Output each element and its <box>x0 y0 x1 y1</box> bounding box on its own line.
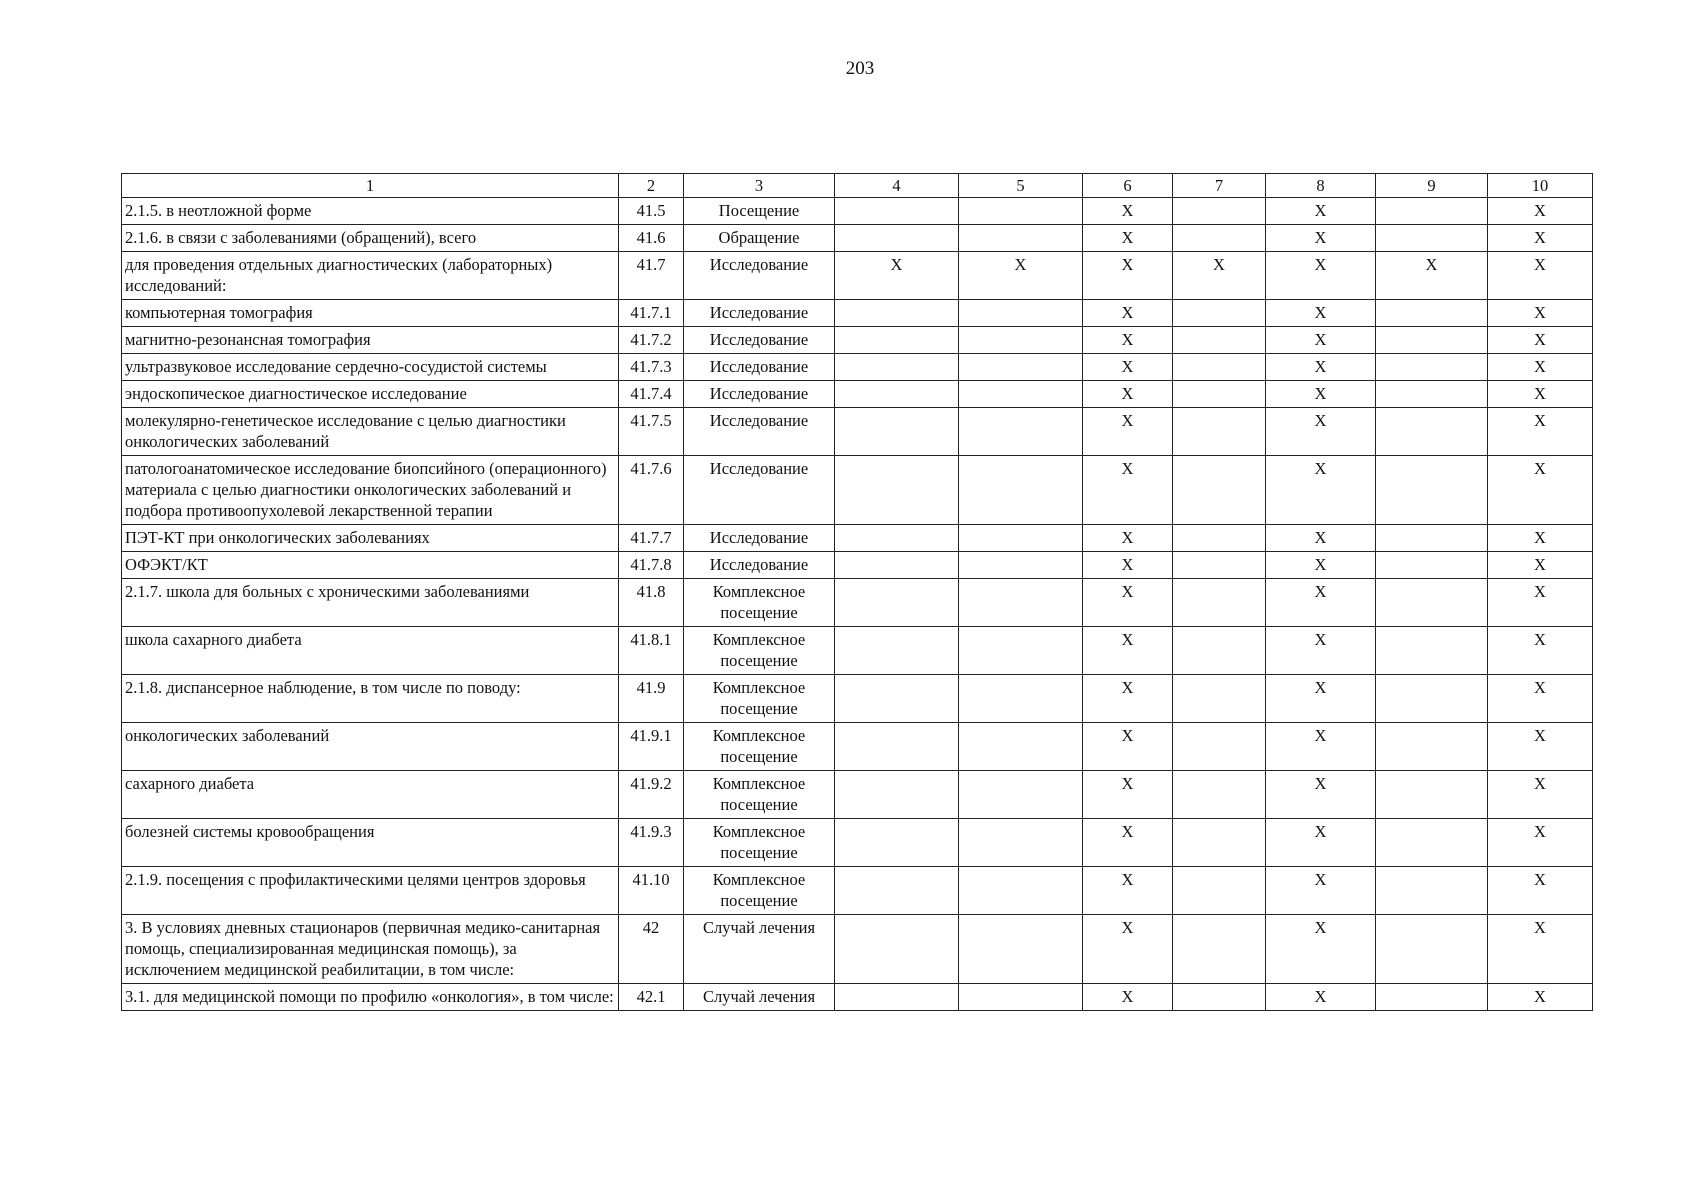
row-value-cell <box>835 867 959 915</box>
row-value-cell <box>959 915 1083 984</box>
row-value-cell <box>1173 198 1266 225</box>
row-code-cell: 41.10 <box>619 867 684 915</box>
row-value-cell: X <box>1266 252 1376 300</box>
row-unit-cell: Исследование <box>684 381 835 408</box>
row-value-cell <box>1173 381 1266 408</box>
row-name-cell: школа сахарного диабета <box>122 627 619 675</box>
row-value-cell <box>959 552 1083 579</box>
row-value-cell <box>959 984 1083 1011</box>
row-value-cell <box>1376 984 1488 1011</box>
row-unit-cell: Посещение <box>684 198 835 225</box>
table-row <box>122 327 1593 354</box>
row-value-cell: X <box>1488 579 1593 627</box>
row-value-cell: X <box>1266 408 1376 456</box>
row-value-cell: X <box>1488 252 1593 300</box>
row-value-cell <box>959 300 1083 327</box>
row-unit-cell: Исследование <box>684 408 835 456</box>
row-value-cell: X <box>1488 771 1593 819</box>
row-value-cell: X <box>1488 354 1593 381</box>
row-value-cell <box>835 675 959 723</box>
row-value-cell: X <box>1266 915 1376 984</box>
row-value-cell <box>835 579 959 627</box>
row-value-cell: X <box>1488 723 1593 771</box>
row-value-cell: X <box>1083 225 1173 252</box>
row-value-cell <box>959 381 1083 408</box>
row-value-cell: X <box>1488 225 1593 252</box>
row-name-cell: 3.1. для медицинской помощи по профилю «онкология», в том числе: <box>122 984 619 1011</box>
row-value-cell: X <box>1266 771 1376 819</box>
row-unit-cell: Обращение <box>684 225 835 252</box>
row-value-cell <box>835 456 959 525</box>
row-value-cell <box>1173 579 1266 627</box>
row-value-cell <box>835 819 959 867</box>
row-value-cell: X <box>1083 915 1173 984</box>
row-value-cell <box>959 225 1083 252</box>
row-value-cell <box>835 327 959 354</box>
table-row <box>122 525 1593 552</box>
row-unit-cell: Исследование <box>684 456 835 525</box>
row-value-cell: X <box>1488 300 1593 327</box>
table-row <box>122 867 1593 915</box>
table-row <box>122 675 1593 723</box>
row-value-cell: X <box>1083 867 1173 915</box>
row-name-cell: патологоанатомическое исследование биопсийного (операционного) материала с целью диагностики онкологических заболеваний и подбора противоопухолевой лекарственной терапии <box>122 456 619 525</box>
row-code-cell: 41.9.3 <box>619 819 684 867</box>
table-row <box>122 552 1593 579</box>
row-value-cell: X <box>1376 252 1488 300</box>
row-value-cell <box>835 354 959 381</box>
row-code-cell: 41.9.2 <box>619 771 684 819</box>
row-unit-cell: Исследование <box>684 525 835 552</box>
column-header: 10 <box>1488 174 1593 198</box>
row-value-cell: X <box>1488 198 1593 225</box>
header-row <box>122 174 1593 198</box>
row-code-cell: 41.7.8 <box>619 552 684 579</box>
row-code-cell: 41.7.4 <box>619 381 684 408</box>
row-unit-cell: Случай лечения <box>684 915 835 984</box>
row-unit-cell: Комплексное посещение <box>684 723 835 771</box>
table-row <box>122 819 1593 867</box>
row-name-cell: 2.1.5. в неотложной форме <box>122 198 619 225</box>
row-value-cell <box>959 579 1083 627</box>
table-row <box>122 723 1593 771</box>
row-value-cell <box>1376 915 1488 984</box>
row-value-cell: X <box>1083 984 1173 1011</box>
row-code-cell: 41.9.1 <box>619 723 684 771</box>
row-value-cell <box>1376 579 1488 627</box>
row-value-cell <box>1173 354 1266 381</box>
row-value-cell <box>1173 300 1266 327</box>
row-value-cell: X <box>1488 984 1593 1011</box>
row-value-cell <box>959 354 1083 381</box>
row-value-cell: X <box>1083 723 1173 771</box>
data-table <box>121 173 1593 1011</box>
row-code-cell: 41.5 <box>619 198 684 225</box>
row-name-cell: для проведения отдельных диагностических (лабораторных) исследований: <box>122 252 619 300</box>
row-value-cell: X <box>1266 867 1376 915</box>
row-name-cell: ПЭТ-КТ при онкологических заболеваниях <box>122 525 619 552</box>
table-row <box>122 381 1593 408</box>
row-value-cell <box>959 819 1083 867</box>
row-unit-cell: Исследование <box>684 300 835 327</box>
row-name-cell: болезней системы кровообращения <box>122 819 619 867</box>
row-name-cell: молекулярно-генетическое исследование с целью диагностики онкологических заболеваний <box>122 408 619 456</box>
row-value-cell: X <box>1266 225 1376 252</box>
row-value-cell <box>1376 627 1488 675</box>
table-row <box>122 300 1593 327</box>
row-value-cell: X <box>1488 627 1593 675</box>
row-value-cell <box>1376 819 1488 867</box>
column-header: 7 <box>1173 174 1266 198</box>
row-name-cell: 2.1.6. в связи с заболеваниями (обращений), всего <box>122 225 619 252</box>
row-value-cell <box>835 915 959 984</box>
row-value-cell <box>1173 525 1266 552</box>
row-value-cell: X <box>1266 300 1376 327</box>
row-unit-cell: Комплексное посещение <box>684 675 835 723</box>
row-value-cell <box>835 225 959 252</box>
row-code-cell: 41.8 <box>619 579 684 627</box>
row-value-cell: X <box>1266 552 1376 579</box>
table-row <box>122 579 1593 627</box>
table-row <box>122 408 1593 456</box>
row-value-cell: X <box>1083 579 1173 627</box>
row-value-cell <box>1173 819 1266 867</box>
row-value-cell <box>1376 327 1488 354</box>
column-header: 9 <box>1376 174 1488 198</box>
row-value-cell <box>1376 552 1488 579</box>
row-value-cell <box>1173 456 1266 525</box>
row-value-cell <box>1173 984 1266 1011</box>
row-code-cell: 41.7.1 <box>619 300 684 327</box>
row-unit-cell: Исследование <box>684 552 835 579</box>
row-value-cell <box>1173 675 1266 723</box>
row-value-cell <box>1376 456 1488 525</box>
row-value-cell <box>1376 381 1488 408</box>
row-value-cell <box>1173 723 1266 771</box>
row-value-cell <box>1376 675 1488 723</box>
row-value-cell <box>959 327 1083 354</box>
row-value-cell <box>835 552 959 579</box>
row-value-cell <box>1376 771 1488 819</box>
row-value-cell <box>1173 408 1266 456</box>
row-unit-cell: Исследование <box>684 252 835 300</box>
row-value-cell: X <box>1266 456 1376 525</box>
row-value-cell <box>1376 198 1488 225</box>
row-value-cell: X <box>1488 327 1593 354</box>
table-row <box>122 456 1593 525</box>
row-unit-cell: Случай лечения <box>684 984 835 1011</box>
row-value-cell: X <box>1266 627 1376 675</box>
row-value-cell: X <box>1083 300 1173 327</box>
row-value-cell <box>959 456 1083 525</box>
row-value-cell <box>835 627 959 675</box>
row-name-cell: 3. В условиях дневных стационаров (первичная медико-санитарная помощь, специализированная медицинская помощь), за исключением медицинской реабилитации, в том числе: <box>122 915 619 984</box>
table-row <box>122 984 1593 1011</box>
row-value-cell <box>959 198 1083 225</box>
table-row <box>122 915 1593 984</box>
row-value-cell: X <box>1173 252 1266 300</box>
row-value-cell <box>959 525 1083 552</box>
column-header: 3 <box>684 174 835 198</box>
row-unit-cell: Комплексное посещение <box>684 867 835 915</box>
row-code-cell: 41.9 <box>619 675 684 723</box>
table-row <box>122 354 1593 381</box>
row-value-cell: X <box>1083 525 1173 552</box>
table-row <box>122 225 1593 252</box>
row-value-cell: X <box>1266 579 1376 627</box>
row-value-cell: X <box>1083 327 1173 354</box>
table-row <box>122 627 1593 675</box>
row-value-cell: X <box>1488 552 1593 579</box>
row-value-cell <box>835 723 959 771</box>
column-header: 8 <box>1266 174 1376 198</box>
column-header: 4 <box>835 174 959 198</box>
row-value-cell <box>959 408 1083 456</box>
row-value-cell <box>1173 225 1266 252</box>
row-value-cell <box>1376 408 1488 456</box>
row-value-cell: X <box>1083 198 1173 225</box>
row-value-cell: X <box>835 252 959 300</box>
row-unit-cell: Комплексное посещение <box>684 771 835 819</box>
row-value-cell: X <box>1083 381 1173 408</box>
row-value-cell: X <box>1266 327 1376 354</box>
row-name-cell: магнитно-резонансная томография <box>122 327 619 354</box>
row-value-cell: X <box>1488 456 1593 525</box>
column-header: 6 <box>1083 174 1173 198</box>
row-value-cell <box>1173 327 1266 354</box>
row-unit-cell: Исследование <box>684 354 835 381</box>
row-value-cell <box>1376 867 1488 915</box>
row-value-cell: X <box>1488 867 1593 915</box>
row-value-cell: X <box>1266 723 1376 771</box>
row-value-cell <box>1173 552 1266 579</box>
row-value-cell <box>835 984 959 1011</box>
row-name-cell: ультразвуковое исследование сердечно-сосудистой системы <box>122 354 619 381</box>
row-code-cell: 41.7.5 <box>619 408 684 456</box>
row-value-cell: X <box>1488 408 1593 456</box>
row-code-cell: 41.7.3 <box>619 354 684 381</box>
row-unit-cell: Комплексное посещение <box>684 579 835 627</box>
row-value-cell: X <box>1083 354 1173 381</box>
row-value-cell: X <box>1488 819 1593 867</box>
row-name-cell: 2.1.7. школа для больных с хроническими заболеваниями <box>122 579 619 627</box>
row-value-cell: X <box>1083 408 1173 456</box>
column-header: 2 <box>619 174 684 198</box>
row-value-cell <box>1173 771 1266 819</box>
row-value-cell <box>1173 915 1266 984</box>
row-value-cell: X <box>1266 354 1376 381</box>
table-row <box>122 771 1593 819</box>
row-value-cell: X <box>1488 381 1593 408</box>
row-value-cell: X <box>1083 819 1173 867</box>
row-value-cell <box>1376 723 1488 771</box>
page-number: 203 <box>845 58 875 79</box>
row-value-cell <box>835 525 959 552</box>
row-value-cell <box>959 675 1083 723</box>
row-value-cell: X <box>959 252 1083 300</box>
row-unit-cell: Исследование <box>684 327 835 354</box>
row-value-cell: X <box>1488 675 1593 723</box>
row-value-cell: X <box>1083 552 1173 579</box>
row-value-cell <box>959 627 1083 675</box>
row-value-cell: X <box>1083 627 1173 675</box>
row-value-cell: X <box>1266 525 1376 552</box>
row-value-cell: X <box>1083 771 1173 819</box>
row-name-cell: 2.1.9. посещения с профилактическими целями центров здоровья <box>122 867 619 915</box>
table-row <box>122 252 1593 300</box>
row-value-cell: X <box>1266 381 1376 408</box>
row-code-cell: 41.7 <box>619 252 684 300</box>
row-name-cell: компьютерная томография <box>122 300 619 327</box>
column-header: 1 <box>122 174 619 198</box>
row-code-cell: 41.8.1 <box>619 627 684 675</box>
row-value-cell <box>835 300 959 327</box>
row-value-cell <box>1376 525 1488 552</box>
row-value-cell <box>959 723 1083 771</box>
row-value-cell <box>959 867 1083 915</box>
row-value-cell: X <box>1266 819 1376 867</box>
row-value-cell <box>1173 627 1266 675</box>
row-value-cell <box>835 198 959 225</box>
row-value-cell: X <box>1266 198 1376 225</box>
row-value-cell <box>1376 225 1488 252</box>
row-unit-cell: Комплексное посещение <box>684 627 835 675</box>
row-value-cell: X <box>1083 675 1173 723</box>
table-row <box>122 198 1593 225</box>
row-value-cell: X <box>1488 525 1593 552</box>
column-header: 5 <box>959 174 1083 198</box>
row-unit-cell: Комплексное посещение <box>684 819 835 867</box>
row-value-cell <box>835 408 959 456</box>
row-code-cell: 41.7.7 <box>619 525 684 552</box>
row-value-cell <box>835 771 959 819</box>
row-value-cell <box>1376 354 1488 381</box>
row-name-cell: эндоскопическое диагностическое исследование <box>122 381 619 408</box>
row-name-cell: ОФЭКТ/КТ <box>122 552 619 579</box>
row-name-cell: 2.1.8. диспансерное наблюдение, в том числе по поводу: <box>122 675 619 723</box>
row-code-cell: 41.6 <box>619 225 684 252</box>
row-code-cell: 41.7.2 <box>619 327 684 354</box>
row-value-cell <box>959 771 1083 819</box>
row-code-cell: 42 <box>619 915 684 984</box>
row-code-cell: 42.1 <box>619 984 684 1011</box>
row-name-cell: сахарного диабета <box>122 771 619 819</box>
row-value-cell <box>1173 867 1266 915</box>
row-value-cell: X <box>1083 456 1173 525</box>
row-name-cell: онкологических заболеваний <box>122 723 619 771</box>
row-value-cell <box>835 381 959 408</box>
row-code-cell: 41.7.6 <box>619 456 684 525</box>
row-value-cell: X <box>1083 252 1173 300</box>
row-value-cell: X <box>1488 915 1593 984</box>
row-value-cell: X <box>1266 984 1376 1011</box>
row-value-cell: X <box>1266 675 1376 723</box>
row-value-cell <box>1376 300 1488 327</box>
